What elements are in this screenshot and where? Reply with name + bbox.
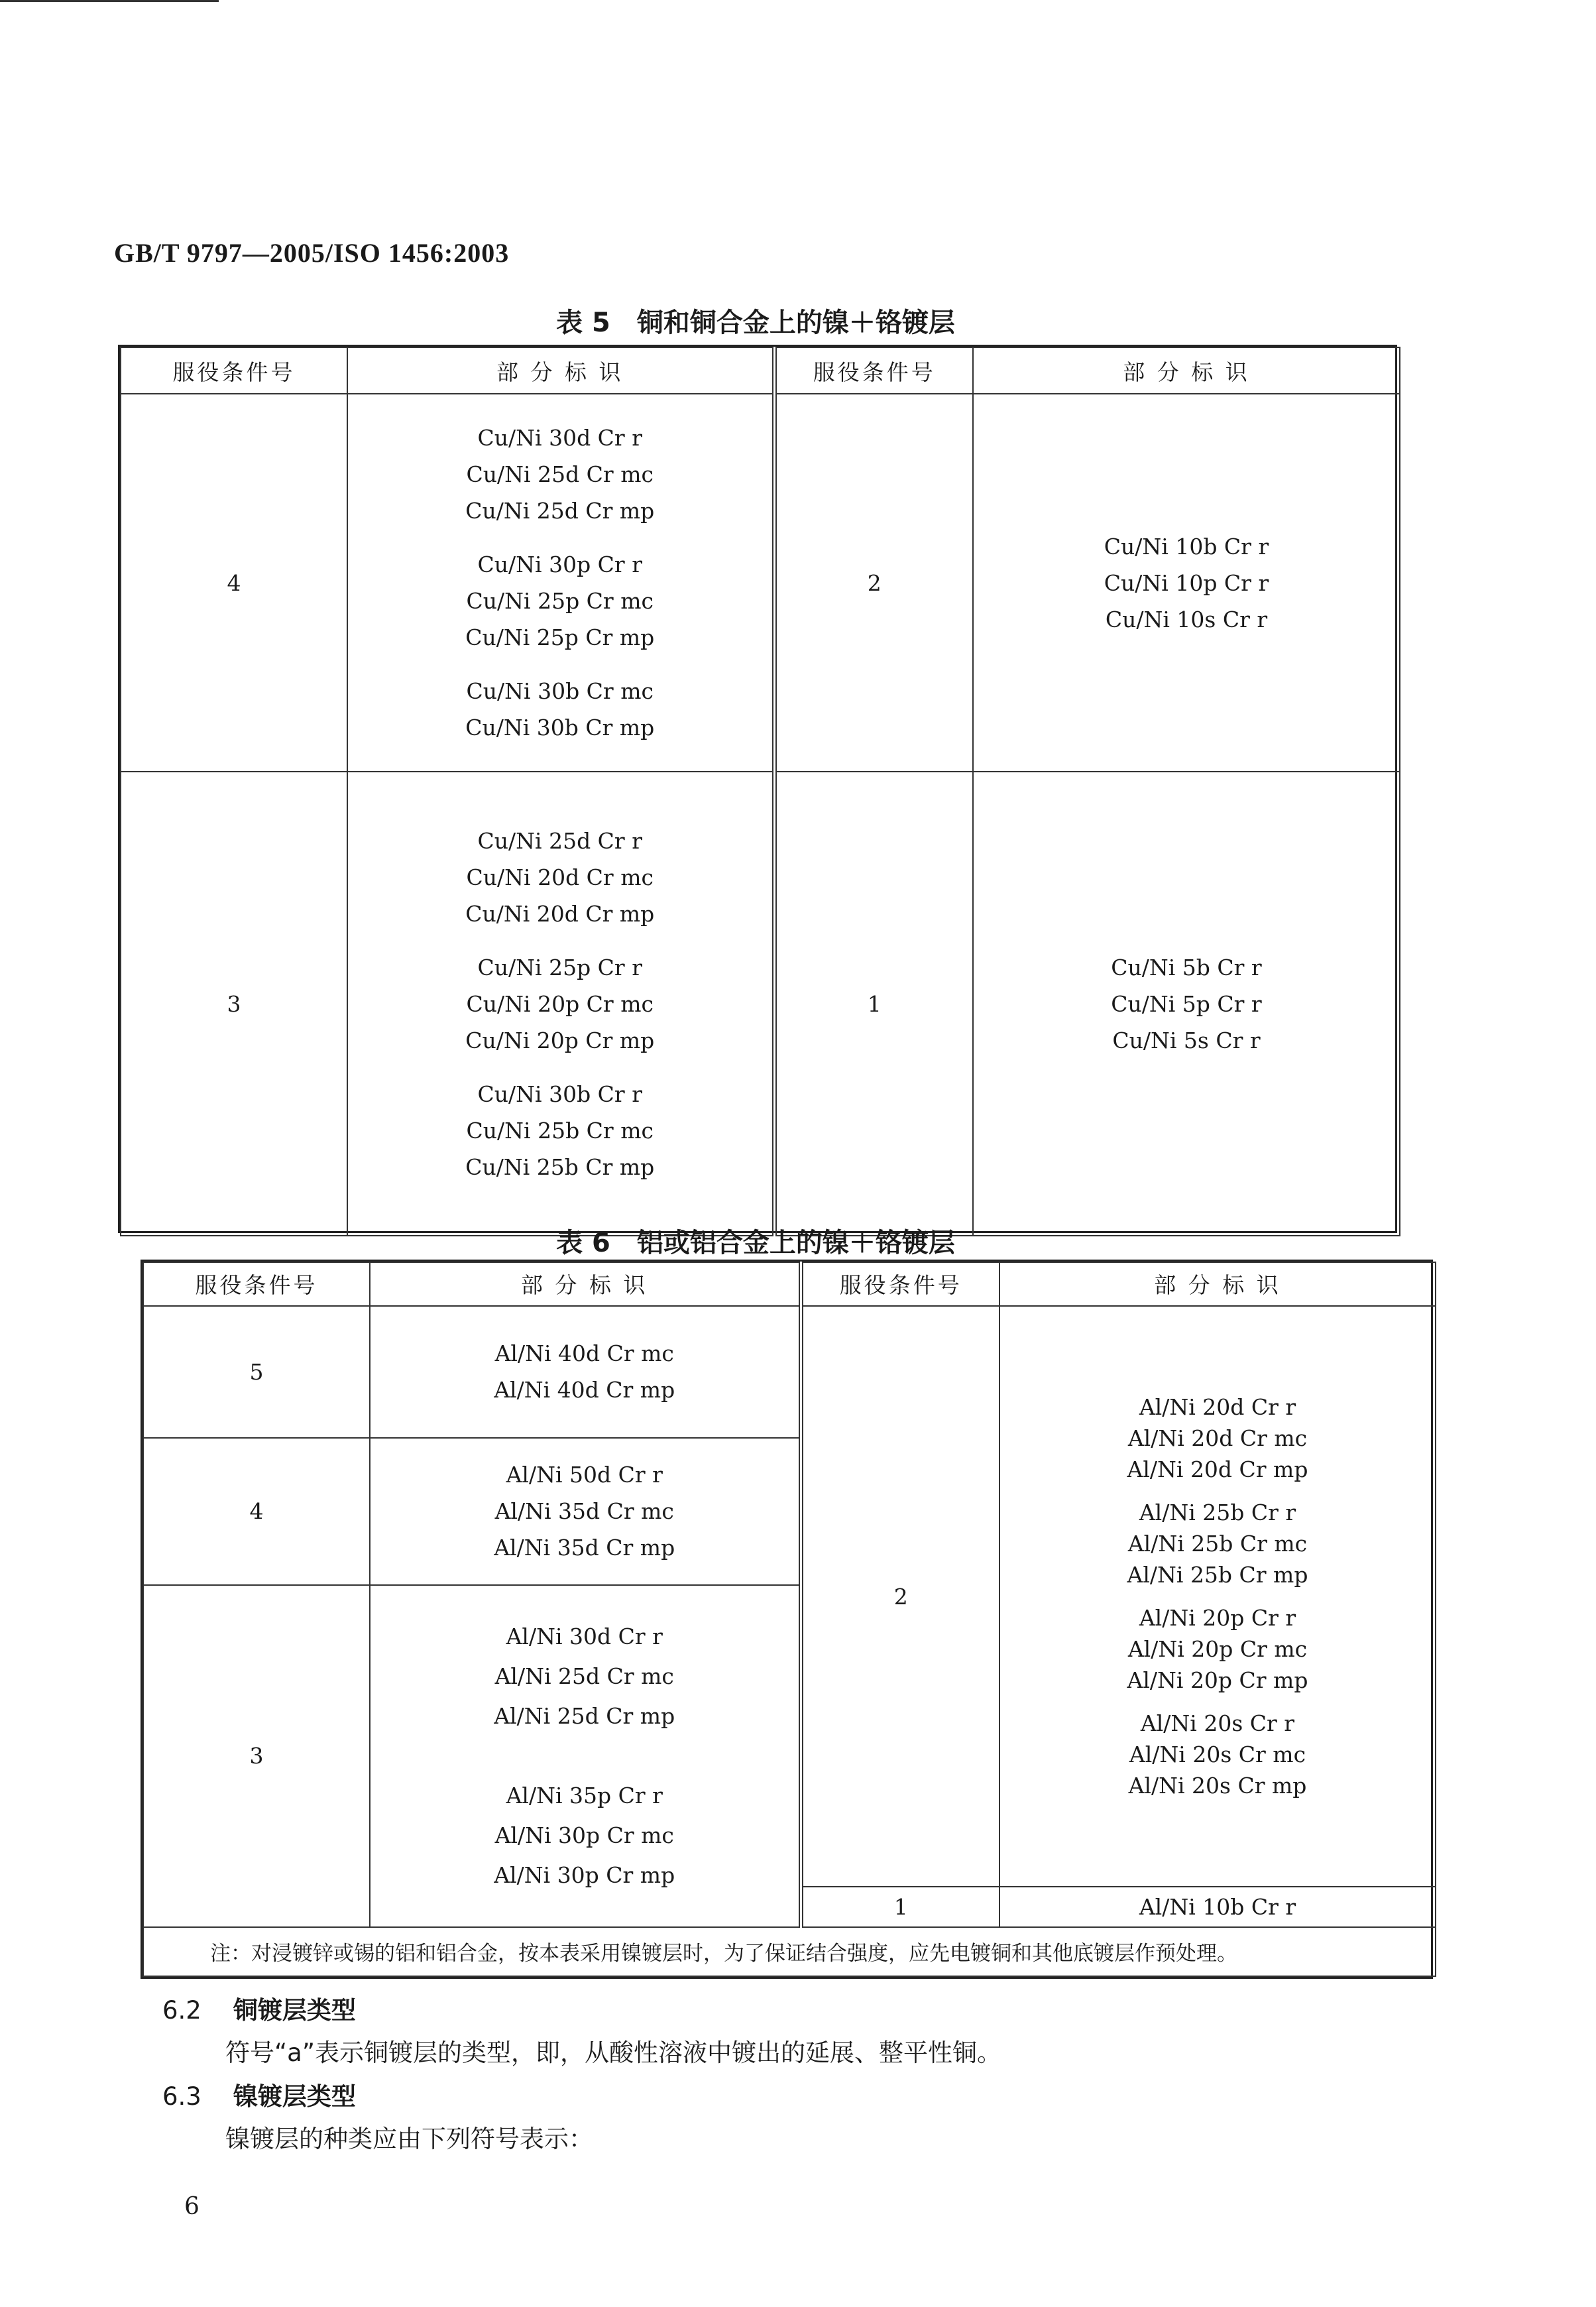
- table6-note: 注：对浸镀锌或锡的铝和铝合金，按本表采用镍镀层时，为了保证结合强度，应先电镀铜和其他底镀层作预处理。: [143, 1927, 1436, 1976]
- marking-text: Al/Ni 30d Cr r: [506, 1623, 663, 1649]
- marking-cell: [347, 394, 774, 772]
- section-6-3-heading: [162, 2076, 356, 2112]
- service-number: 4: [121, 394, 347, 772]
- service-number: 2: [774, 394, 973, 772]
- section-number: 6.2: [162, 1996, 201, 2025]
- standard-number: GB/T 9797—2005/ISO 1456:2003: [114, 238, 510, 268]
- table6: [141, 1260, 1433, 1979]
- section-6-2-text: 符号“a”表示铜镀层的类型，即，从酸性溶液中镀出的延展、整平性铜。: [225, 2039, 1002, 2067]
- marking-text: Cu/Ni 30d Cr r: [477, 425, 642, 451]
- table6-header-service-right: 服役条件号: [801, 1262, 999, 1306]
- marking-text: Al/Ni 40d Cr mp: [494, 1377, 675, 1403]
- table6-header-mark-left: 部 分 标 识: [370, 1262, 801, 1306]
- marking-text: Cu/Ni 25p Cr mp: [465, 624, 655, 650]
- marking-text: Cu/Ni 5s Cr r: [1112, 1027, 1261, 1053]
- section-title: 镍镀层类型: [233, 2082, 356, 2111]
- service-number: 3: [121, 772, 347, 1236]
- section-6-2-heading: [162, 1990, 356, 2026]
- service-number: 2: [801, 1306, 999, 1887]
- table-row: [121, 772, 1400, 1236]
- page-number: 6: [184, 2193, 200, 2220]
- marking-text: Cu/Ni 20d Cr mc: [466, 864, 654, 890]
- table5-header-mark-left: 部 分 标 识: [347, 347, 774, 394]
- marking-text: Al/Ni 20p Cr r: [1139, 1605, 1296, 1631]
- marking-cell: [973, 394, 1400, 772]
- marking-text: Al/Ni 30p Cr mc: [494, 1822, 674, 1848]
- marking-cell: [973, 772, 1400, 1236]
- marking-text: Cu/Ni 30b Cr mp: [465, 715, 655, 740]
- service-number: 5: [143, 1306, 370, 1438]
- marking-text: Cu/Ni 30p Cr r: [477, 552, 642, 577]
- marking-text: Al/Ni 20s Cr mc: [1129, 1742, 1306, 1768]
- table6-header-mark-right: 部 分 标 识: [999, 1262, 1436, 1306]
- section-6-3-text: 镍镀层的种类应由下列符号表示：: [225, 2125, 593, 2153]
- table5-header-service-left: 服役条件号: [121, 347, 347, 394]
- marking-text: Cu/Ni 5b Cr r: [1111, 954, 1262, 980]
- table5-header-mark-right: 部 分 标 识: [973, 347, 1400, 394]
- marking-text: Al/Ni 25b Cr mc: [1127, 1531, 1308, 1557]
- marking-text: Al/Ni 30p Cr mp: [494, 1862, 675, 1888]
- marking-text: Cu/Ni 25d Cr mp: [465, 498, 655, 524]
- marking-text: Al/Ni 35p Cr r: [506, 1782, 663, 1808]
- marking-cell: [370, 1438, 801, 1585]
- table6-header-service-left: 服役条件号: [143, 1262, 370, 1306]
- marking-text: Cu/Ni 25p Cr r: [477, 954, 642, 980]
- marking-text: Cu/Ni 10b Cr r: [1104, 533, 1269, 560]
- service-number: 1: [774, 772, 973, 1236]
- service-number: 4: [143, 1438, 370, 1585]
- marking-text: Cu/Ni 25b Cr mc: [466, 1117, 654, 1144]
- section-number: 6.3: [162, 2082, 201, 2111]
- marking-text: Cu/Ni 25d Cr mc: [466, 461, 654, 487]
- marking-text: Al/Ni 40d Cr mc: [494, 1340, 674, 1367]
- scan-edge-line: [0, 0, 219, 2]
- table-row: [143, 1306, 1436, 1438]
- marking-cell: [999, 1887, 1436, 1926]
- marking-text: Cu/Ni 20d Cr mp: [465, 900, 655, 927]
- service-number: 3: [143, 1585, 370, 1927]
- marking-cell: [370, 1585, 801, 1927]
- marking-text: Al/Ni 20d Cr mc: [1127, 1425, 1308, 1452]
- marking-text: Cu/Ni 10p Cr r: [1104, 569, 1269, 596]
- marking-text: Cu/Ni 25b Cr mp: [465, 1154, 655, 1180]
- marking-text: Cu/Ni 25p Cr mc: [466, 588, 654, 614]
- marking-text: Al/Ni 20p Cr mp: [1127, 1667, 1308, 1694]
- table5-caption: 表 5 铜和铜合金上的镍＋铬镀层: [556, 308, 955, 338]
- table-row: [121, 394, 1400, 772]
- marking-cell: [347, 772, 774, 1236]
- marking-text: Cu/Ni 20p Cr mp: [465, 1027, 655, 1053]
- marking-text: Al/Ni 10b Cr r: [1139, 1894, 1296, 1921]
- marking-text: Al/Ni 50d Cr r: [506, 1462, 663, 1488]
- marking-cell: [370, 1306, 801, 1438]
- marking-text: Cu/Ni 5p Cr r: [1111, 990, 1262, 1017]
- marking-text: Al/Ni 25d Cr mc: [494, 1663, 674, 1689]
- marking-text: Al/Ni 20p Cr mc: [1127, 1636, 1308, 1663]
- section-title: 铜镀层类型: [233, 1996, 356, 2025]
- service-number: 1: [801, 1887, 999, 1926]
- marking-text: Cu/Ni 20p Cr mc: [466, 990, 654, 1017]
- marking-text: Al/Ni 35d Cr mc: [494, 1498, 674, 1525]
- marking-text: Al/Ni 20s Cr r: [1140, 1710, 1295, 1737]
- table5-header-service-right: 服役条件号: [774, 347, 973, 394]
- marking-text: Al/Ni 20d Cr r: [1139, 1394, 1296, 1421]
- marking-text: Cu/Ni 30b Cr r: [477, 1081, 642, 1107]
- marking-text: Cu/Ni 25d Cr r: [477, 827, 642, 854]
- marking-text: Al/Ni 35d Cr mp: [494, 1535, 675, 1561]
- marking-text: Cu/Ni 10s Cr r: [1105, 606, 1268, 632]
- table6-caption: 表 6 铝或铝合金上的镍＋铬镀层: [556, 1228, 955, 1258]
- marking-text: Al/Ni 20d Cr mp: [1127, 1456, 1308, 1483]
- marking-cell: [999, 1306, 1436, 1887]
- marking-text: Cu/Ni 30b Cr mc: [466, 678, 654, 704]
- table5: [118, 345, 1397, 1233]
- marking-text: Al/Ni 25d Cr mp: [494, 1702, 675, 1729]
- marking-text: Al/Ni 20s Cr mp: [1128, 1773, 1307, 1799]
- marking-text: Al/Ni 25b Cr mp: [1127, 1562, 1308, 1588]
- marking-text: Al/Ni 25b Cr r: [1139, 1500, 1296, 1526]
